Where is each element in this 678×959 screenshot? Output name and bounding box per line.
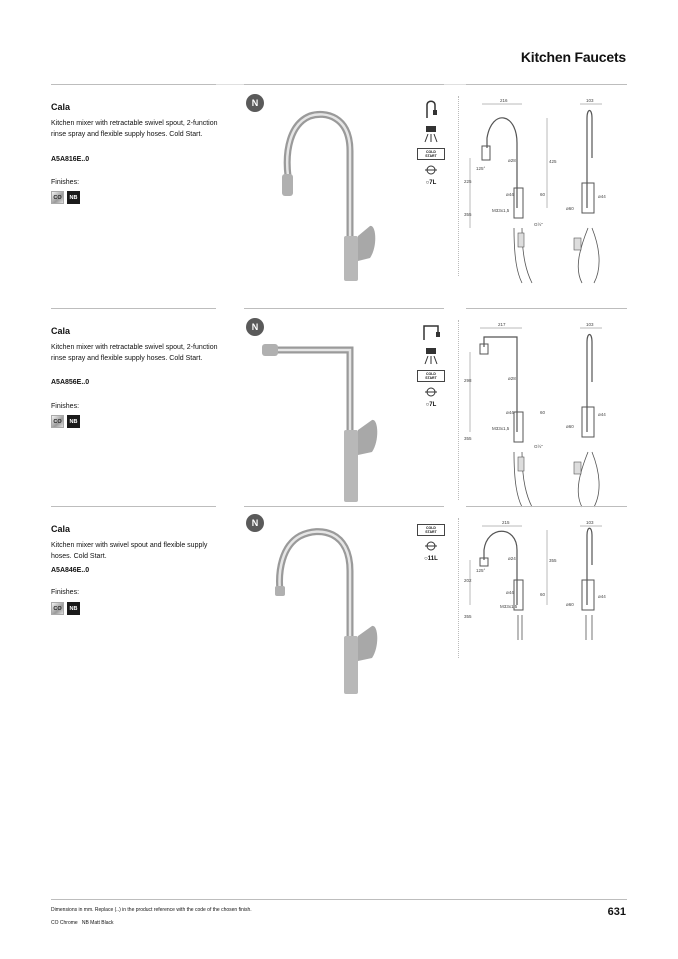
dim-base-diameter: ø44 [506, 410, 514, 415]
dim-spout-diameter: ø28 [508, 158, 516, 163]
dim-thread: M33x1,5 [500, 604, 518, 609]
technical-drawing [462, 520, 632, 710]
dim-thread: M33x1,5 [492, 426, 510, 431]
dim-base-diameter: ø44 [506, 192, 514, 197]
dim-flange-diameter: ø60 [566, 602, 574, 607]
section-rule [466, 506, 627, 507]
product-reference: A5A846E..0 [51, 567, 90, 574]
section-rule [244, 308, 444, 309]
new-badge: N [246, 94, 264, 112]
dim-base-height: 60 [540, 192, 546, 197]
dim-side-diameter: ø44 [598, 194, 606, 199]
new-badge: N [246, 318, 264, 336]
lshape-spout-icon [420, 322, 442, 342]
finish-swatches [51, 191, 80, 204]
technical-drawing [462, 322, 632, 512]
dim-swivel-angle: 125° [476, 568, 486, 573]
dim-total-height: 298 [464, 378, 472, 383]
divider [458, 518, 459, 658]
dim-outlet-height: 225 [464, 179, 472, 184]
product-description: Kitchen mixer with retractable swivel spout, 2-function rinse spray and flexible supply hoses. Cold Start. [51, 344, 218, 362]
flow-rate: ○11L [424, 556, 438, 562]
dim-base-diameter: ø44 [506, 590, 514, 595]
dim-total-height: 425 [549, 159, 557, 164]
finish-swatch-matt-black[interactable]: NB [67, 415, 80, 428]
footer-note: Dimensions in mm. Replace (..) in the product reference with the code of the chosen finish. [51, 907, 252, 913]
page-title: Kitchen Faucets [520, 49, 626, 65]
finish-swatches [51, 602, 80, 615]
dim-spout-reach: 217 [498, 322, 506, 327]
dim-flange-diameter: ø60 [566, 206, 574, 211]
page-number: 631 [607, 906, 626, 918]
feature-icons [417, 322, 447, 408]
product-description: Kitchen mixer with retractable swivel spout, 2-function rinse spray and flexible supply hoses. Cold Start. [51, 120, 218, 138]
section-rule [51, 506, 216, 507]
dim-base-depth: 103 [586, 98, 594, 103]
dim-flange-diameter: ø60 [566, 424, 574, 429]
finish-swatch-chrome[interactable]: CO [51, 415, 64, 428]
section-rule [244, 506, 444, 507]
dim-side-diameter: ø44 [598, 594, 606, 599]
product-name: Cala [51, 524, 71, 534]
cold-start-label: COLD START [417, 148, 445, 160]
dim-spout-reach: 216 [500, 98, 508, 103]
spray-function-icon [420, 124, 442, 144]
cold-start-icon [423, 164, 439, 176]
flow-rate: ○7L [425, 402, 437, 408]
finish-swatch-chrome[interactable]: CO [51, 191, 64, 204]
section-rule [466, 308, 627, 309]
dim-total-height: 355 [549, 558, 557, 563]
product-name: Cala [51, 326, 71, 336]
flow-rate: ○7L [425, 180, 437, 186]
pullout-spout-icon [421, 98, 441, 120]
dim-base-depth: 103 [586, 322, 594, 327]
product-reference: A5A856E..0 [51, 379, 90, 386]
finishes-label: Finishes: [51, 589, 80, 596]
footer-legend: CO Chrome NB Matt Black [51, 920, 114, 926]
technical-drawing [462, 98, 632, 288]
product-reference: A5A816E..0 [51, 156, 90, 163]
cold-start-label: COLD START [417, 370, 445, 382]
dim-hose-connection: G½" [534, 444, 543, 449]
dim-outlet-height: 202 [464, 578, 472, 583]
dim-thread: M33x1,5 [492, 208, 510, 213]
finish-swatches [51, 415, 80, 428]
dim-hose-connection: G½" [534, 222, 543, 227]
finish-swatch-chrome[interactable]: CO [51, 602, 64, 615]
dim-spout-diameter: ø24 [508, 556, 516, 561]
faucet-pullout-photo [250, 96, 410, 286]
dim-hose-length: 355 [464, 614, 472, 619]
finishes-label: Finishes: [51, 403, 80, 410]
product-name: Cala [51, 102, 71, 112]
new-badge: N [246, 514, 264, 532]
cold-start-label: COLD START [417, 524, 445, 536]
feature-icons [417, 524, 447, 562]
product-description: Kitchen mixer with swivel spout and flexible supply hoses. Cold Start. [51, 542, 208, 560]
section-rule [466, 84, 627, 85]
section-rule [51, 84, 216, 85]
dim-hose-length: 355 [464, 436, 472, 441]
faucet-swivel-photo [250, 516, 410, 706]
dim-base-depth: 103 [586, 520, 594, 525]
finishes-label: Finishes: [51, 179, 80, 186]
dim-base-height: 60 [540, 592, 546, 597]
spray-function-icon [420, 346, 442, 366]
cold-start-icon [423, 540, 439, 552]
finish-swatch-matt-black[interactable]: NB [67, 602, 80, 615]
finish-swatch-matt-black[interactable]: NB [67, 191, 80, 204]
section-rule [244, 84, 444, 85]
dim-hose-length: 355 [464, 212, 472, 217]
dim-side-diameter: ø44 [598, 412, 606, 417]
divider [458, 320, 459, 500]
faucet-lshape-photo [250, 320, 410, 510]
dim-swivel-angle: 125° [476, 166, 486, 171]
dim-spout-diameter: ø28 [508, 376, 516, 381]
dim-spout-reach: 215 [502, 520, 510, 525]
cold-start-icon [423, 386, 439, 398]
footer-rule [51, 899, 627, 900]
divider [458, 96, 459, 276]
feature-icons [417, 98, 447, 186]
section-rule [51, 308, 216, 309]
dim-base-height: 60 [540, 410, 546, 415]
